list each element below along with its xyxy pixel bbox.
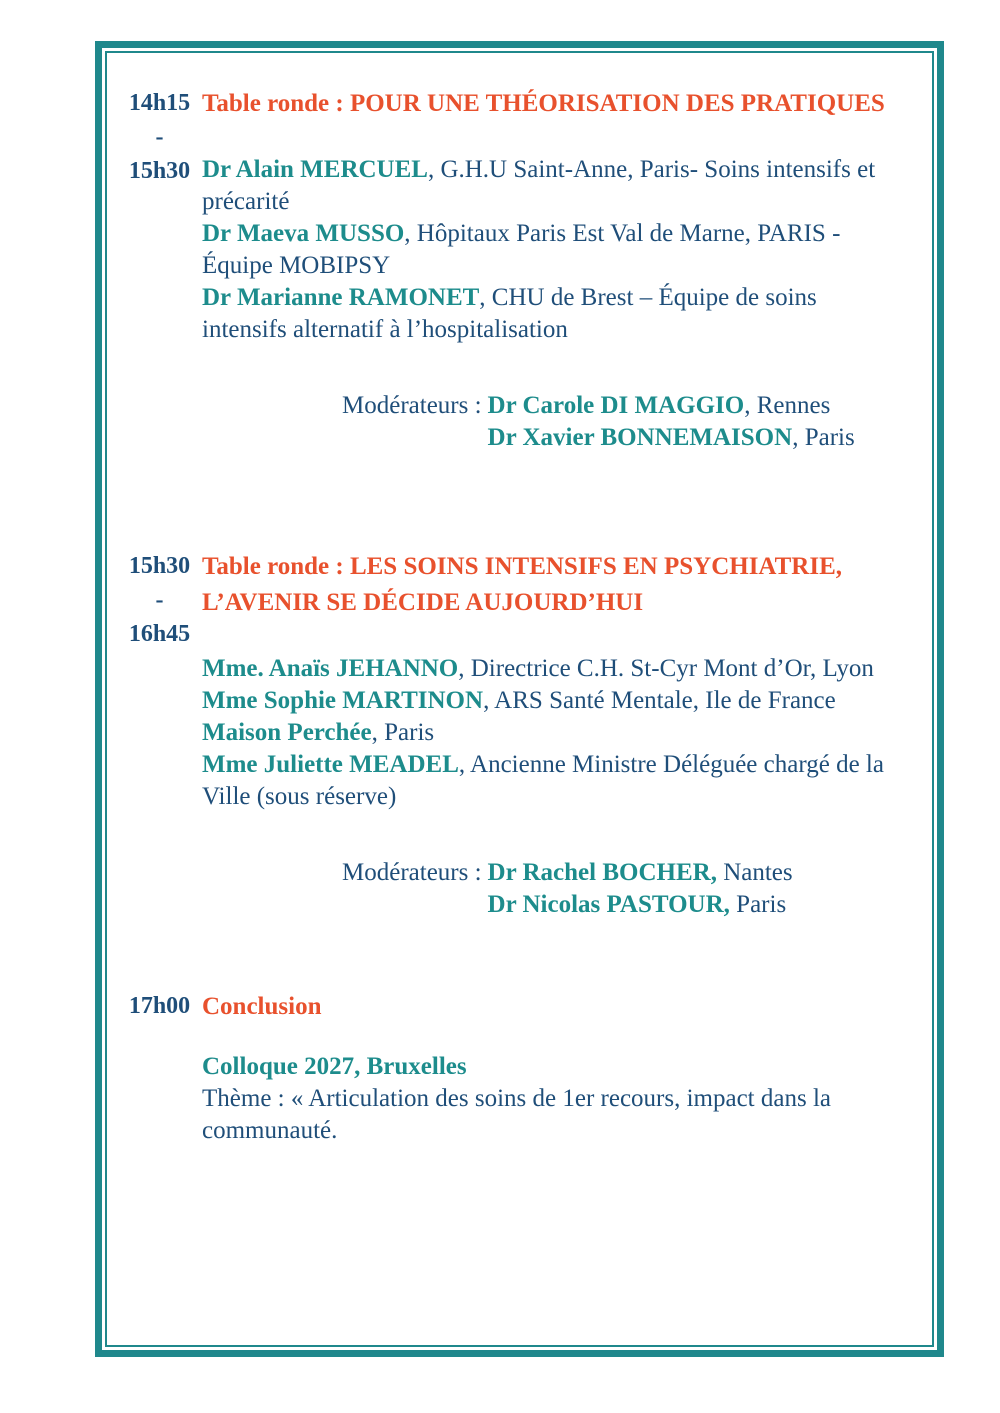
text-line xyxy=(202,685,907,749)
time-start: 14h15 xyxy=(128,90,191,116)
text-line xyxy=(488,390,855,422)
page-border-inner xyxy=(105,51,934,1347)
session-1-title: Table ronde : POUR UNE THÉORISATION DES PRATIQUES xyxy=(202,90,885,117)
detail-text: , Directrice C.H. St-Cyr Mont d’Or, Lyon xyxy=(458,655,874,682)
text-line xyxy=(202,282,907,346)
text-line xyxy=(202,1051,907,1083)
session-1-speakers xyxy=(202,154,907,346)
conclusion-body-col xyxy=(202,989,907,1147)
text-line xyxy=(202,749,907,813)
detail-text: , Paris xyxy=(792,424,855,451)
conclusion-text xyxy=(202,1051,907,1147)
person-name: Dr Marianne RAMONET xyxy=(202,284,480,311)
text-line xyxy=(202,218,907,282)
detail-text: , CHU de Brest – Équipe de soins intensifs alternatif à l’hospitalisation xyxy=(202,284,817,343)
time-end: 15h30 xyxy=(128,158,191,184)
session-1-body xyxy=(202,86,907,454)
text-line xyxy=(202,653,907,685)
session-1-time xyxy=(117,86,202,188)
detail-text: Paris xyxy=(729,891,787,918)
conclusion-time xyxy=(117,989,202,1023)
time-start: 17h00 xyxy=(128,993,191,1019)
page-border-outer xyxy=(95,41,944,1357)
session-2-time xyxy=(117,549,202,651)
text-line xyxy=(488,857,793,889)
session-2-body xyxy=(202,549,907,921)
person-name: Mme. Anaïs JEHANNO xyxy=(202,655,459,682)
time-start: 15h30 xyxy=(128,553,191,579)
text-line xyxy=(202,1083,907,1147)
detail-text: , ARS Santé Mentale, Ile de France xyxy=(483,687,836,714)
text-line xyxy=(488,889,793,921)
moderator-names xyxy=(488,857,793,921)
time-separator: - xyxy=(155,587,164,613)
session-2-speakers xyxy=(202,653,907,813)
person-name: Colloque 2027, Bruxelles xyxy=(202,1053,467,1080)
detail-text: , Ancienne Ministre Déléguée chargé de la Ville (sous réserve) xyxy=(202,751,884,810)
person-name: Mme Juliette MEADEL xyxy=(202,751,459,778)
detail-text: Thème : « Articulation des soins de 1er recours, impact dans la communauté. xyxy=(202,1085,831,1144)
person-name: Maison Perchée xyxy=(202,719,372,746)
program-content xyxy=(107,53,932,1345)
conclusion-title: Conclusion xyxy=(202,993,322,1020)
session-1 xyxy=(117,86,907,454)
person-name: Dr Maeva MUSSO xyxy=(202,220,405,247)
time-separator: - xyxy=(155,124,164,150)
detail-text: , Rennes xyxy=(744,392,831,419)
person-name: Dr Carole DI MAGGIO xyxy=(487,392,745,419)
detail-text: , G.H.U Saint-Anne, Paris- Soins intensifs et précarité xyxy=(202,156,876,215)
time-end: 16h45 xyxy=(128,621,191,647)
moderators-label: Modérateurs : xyxy=(342,859,482,886)
moderator-names xyxy=(488,390,855,454)
detail-text: , Hôpitaux Paris Est Val de Marne, PARIS - Équipe MOBIPSY xyxy=(202,220,841,279)
person-name: Dr Alain MERCUEL xyxy=(202,156,428,183)
detail-text: , Paris xyxy=(371,719,435,746)
session-2-title: Table ronde : LES SOINS INTENSIFS EN PSYCHIATRIE, L’AVENIR SE DÉCIDE AUJOURD’HUI xyxy=(202,553,843,616)
text-line xyxy=(202,154,907,218)
detail-text: Nantes xyxy=(716,859,793,886)
session-1-moderators xyxy=(202,390,907,454)
moderators-label: Modérateurs : xyxy=(342,392,482,419)
text-line xyxy=(488,422,855,454)
conclusion-section xyxy=(117,989,907,1147)
session-2-moderators xyxy=(202,857,907,921)
session-2 xyxy=(117,549,907,921)
person-name: Mme Sophie MARTINON xyxy=(202,687,484,714)
person-name: Dr Nicolas PASTOUR, xyxy=(487,891,730,918)
person-name: Dr Xavier BONNEMAISON xyxy=(487,424,793,451)
person-name: Dr Rachel BOCHER, xyxy=(487,859,717,886)
